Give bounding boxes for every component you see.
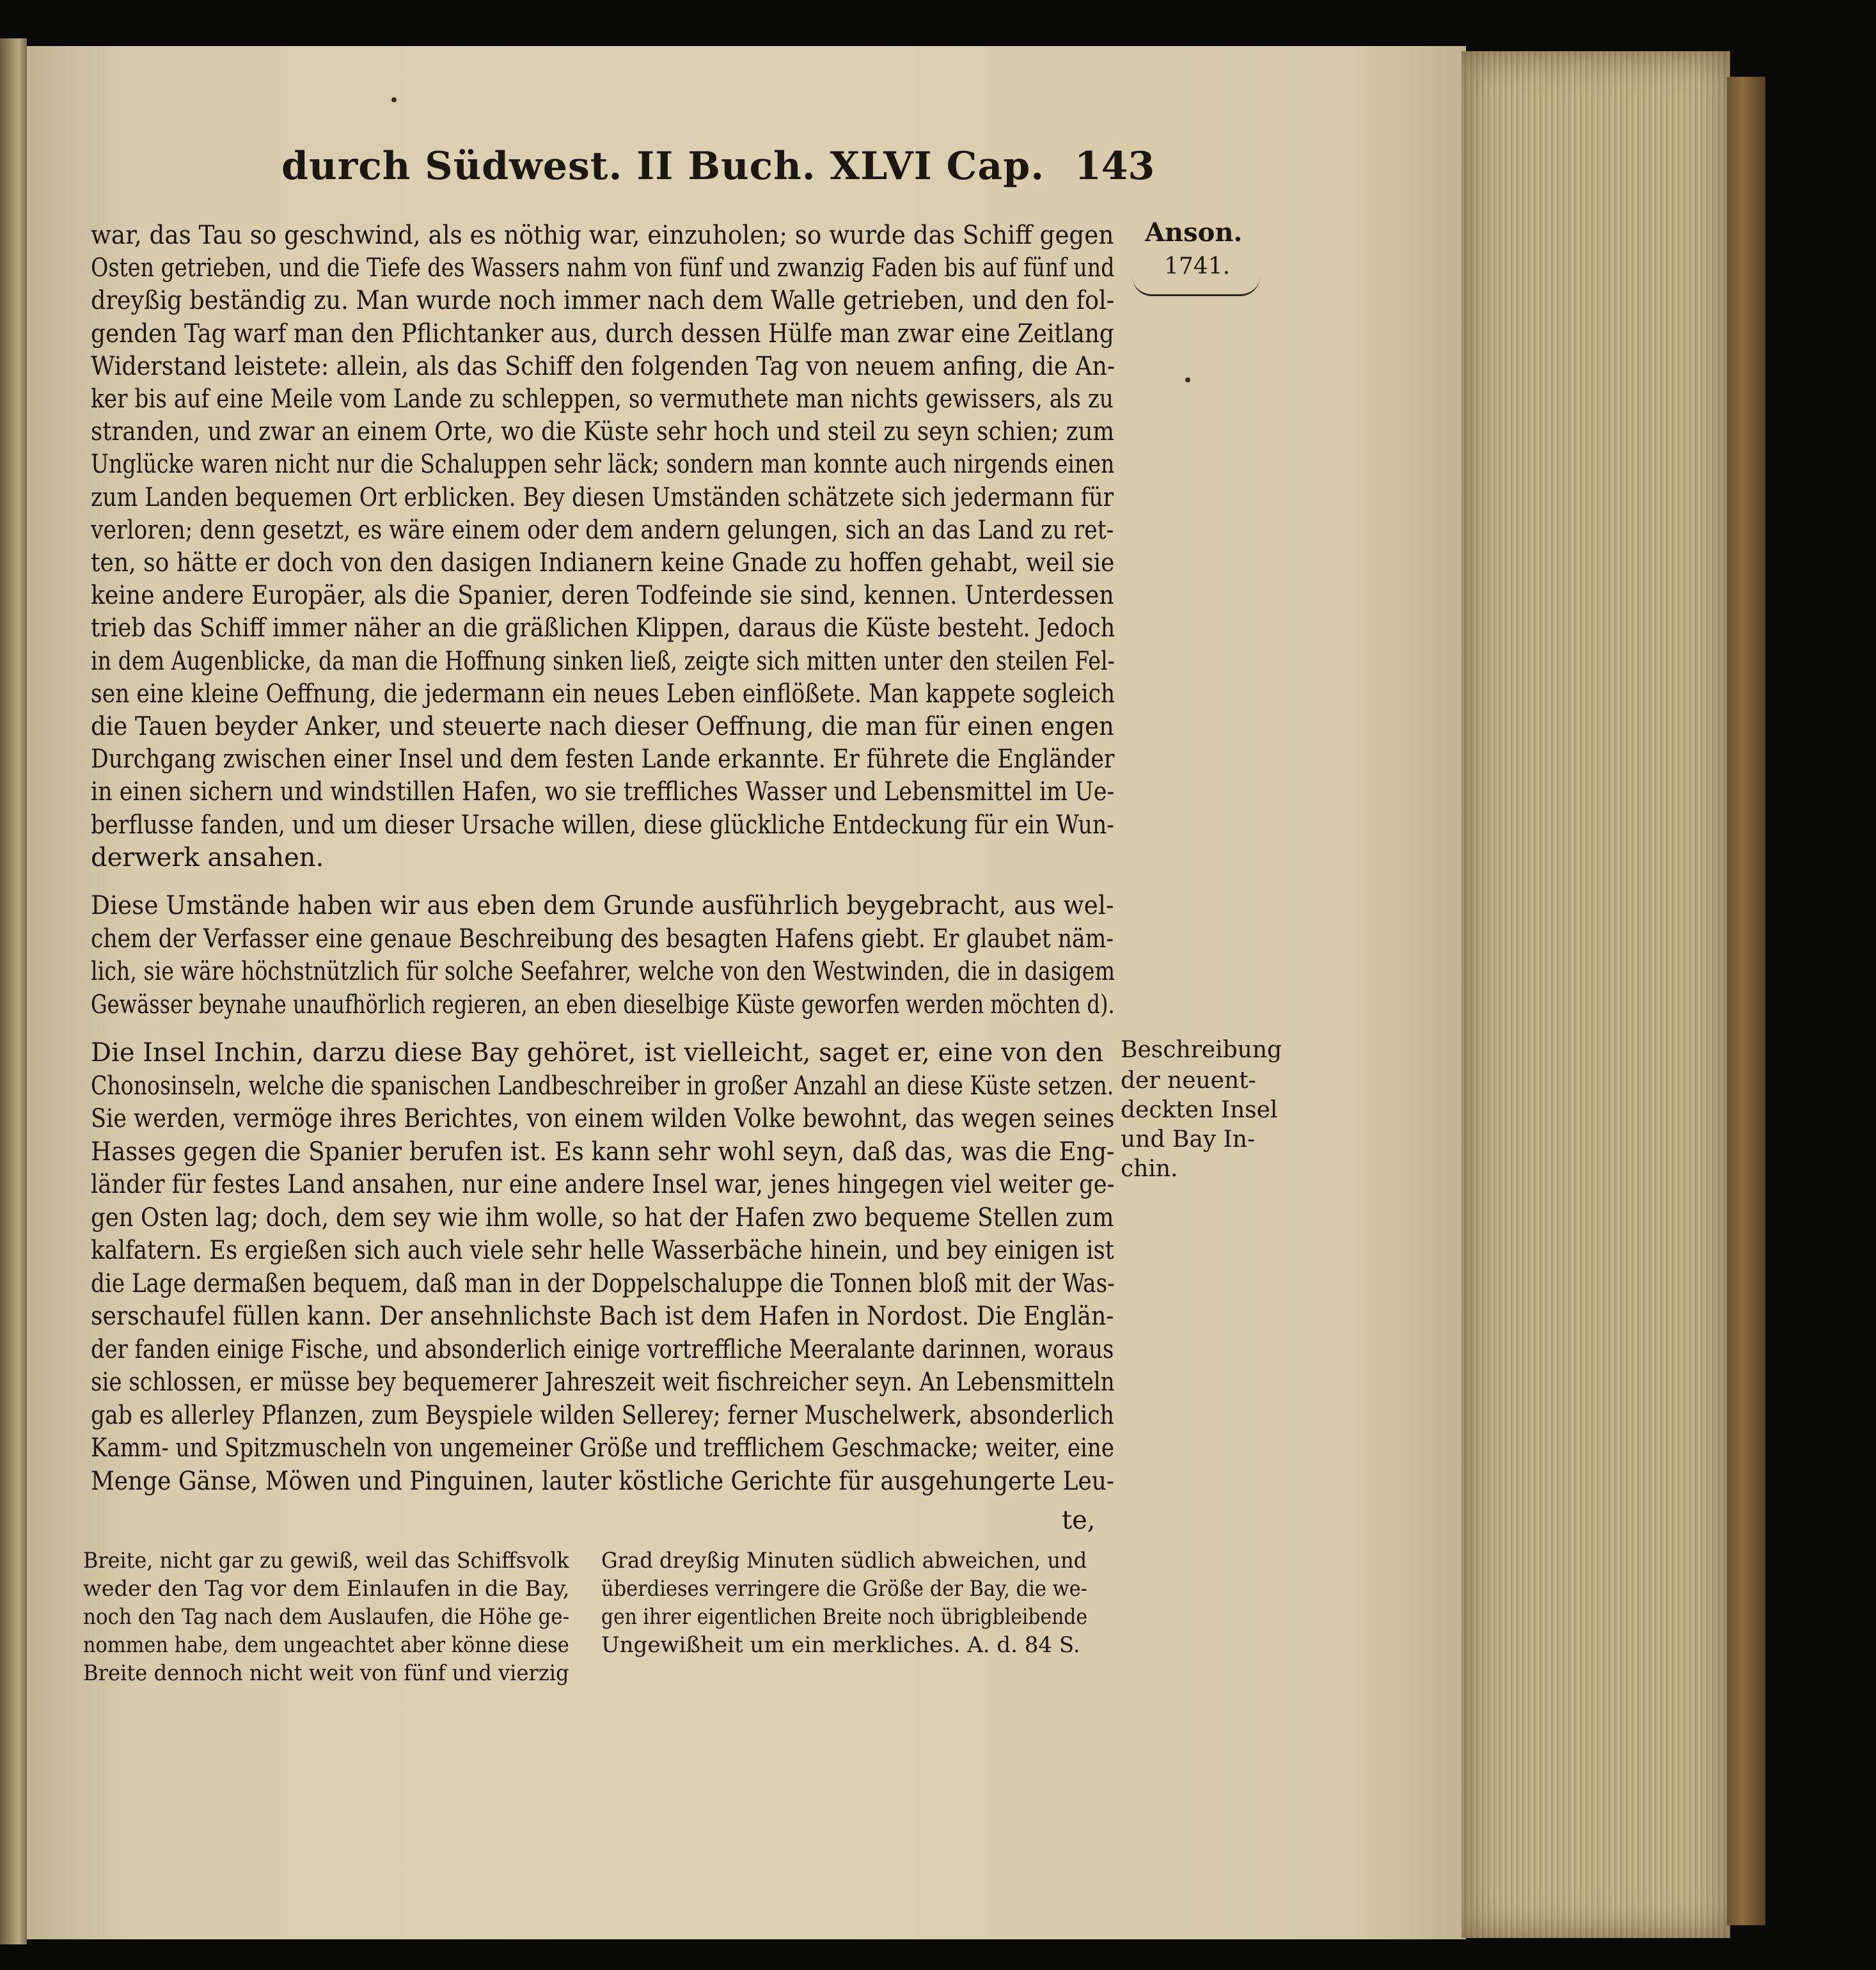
margin-note-line: chin.	[1121, 1156, 1178, 1182]
text-line: zum Landen bequemen Ort erblicken. Bey diesen Umständen schätzete sich jedermann für	[91, 482, 1114, 512]
text-line: länder für festes Land ansahen, nur eine andere Insel war, jenes hingegen viel weiter ge-	[91, 1170, 1115, 1199]
text-line: keine andere Europäer, als die Spanier, deren Todfeinde sie sind, kennen. Unterdessen	[91, 581, 1114, 611]
text-line: Widerstand leistete: allein, als das Schiff den folgenden Tag von neuem anfing, die An-	[91, 351, 1115, 381]
margin-note-year: 1741.	[1164, 253, 1231, 280]
text-line: Chonosinseln, welche die spanischen Landbeschreiber in großer Anzahl an diese Küste setzen.	[91, 1071, 1114, 1101]
text-line: Kamm- und Spitzmuscheln von ungemeiner Größe und trefflichem Geschmacke; weiter, eine	[91, 1433, 1114, 1463]
text-line: Durchgang zwischen einer Insel und dem festen Lande erkannte. Er führete die Engländer	[91, 745, 1115, 775]
text-line: verloren; denn gesetzt, es wäre einem oder dem andern gelungen, sich an das Land zu ret-	[91, 515, 1114, 545]
text-line: Osten getrieben, und die Tiefe des Wassers nahm von fünf und zwanzig Faden bis auf fünf und	[91, 253, 1115, 283]
text-line: lich, sie wäre höchstnützlich für solche Seefahrer, welche von den Westwinden, die in dasigem	[91, 957, 1115, 986]
margin-note-line: der neuent-	[1121, 1068, 1256, 1094]
margin-note-line: und Bay In-	[1121, 1126, 1256, 1153]
text-line: Hasses gegen die Spanier berufen ist. Es kann sehr wohl seyn, daß das, was die Eng-	[91, 1137, 1115, 1167]
text-line: sen eine kleine Oeffnung, die jedermann ein neues Leben einflößete. Man kappete sogleich	[91, 679, 1115, 709]
text-line: gen Osten lag; doch, dem sey wie ihm wolle, so hat der Hafen zwo bequeme Stellen zum	[91, 1202, 1114, 1233]
text-line: chem der Verfasser eine genaue Beschreibung des besagten Hafens giebt. Er glaubet näm-	[91, 924, 1114, 954]
footnote-line: Ungewißheit um ein merkliches. A. d. 84 S.	[601, 1632, 1080, 1658]
footnote-line: überdieses verringere die Größe der Bay, die we-	[601, 1576, 1087, 1602]
footnote-line: gen ihrer eigentlichen Breite noch übrigbleibende	[601, 1604, 1087, 1630]
text-line: stranden, und zwar an einem Orte, wo die Küste sehr hoch und steil zu seyn schien; zum	[91, 417, 1114, 447]
page-stack-fore-edge	[1462, 51, 1730, 1938]
book-cover-edge	[1727, 77, 1765, 1925]
footnote-line: noch den Tag nach dem Auslaufen, die Höhe ge-	[83, 1604, 570, 1630]
margin-brace	[1132, 276, 1260, 296]
text-line: die Lage dermaßen bequem, daß man in der Doppelschaluppe die Tonnen bloß mit der Was-	[91, 1268, 1115, 1298]
text-line: Unglücke waren nicht nur die Schaluppen sehr läck; sondern man konnte auch nirgends einen	[91, 450, 1115, 480]
footnote-line: Breite dennoch nicht weit von fünf und vierzig	[83, 1660, 569, 1686]
text-line: sie schlossen, er müsse bey bequemerer Jahreszeit weit fischreicher seyn. An Lebensmitteln	[91, 1367, 1115, 1397]
text-line: berflusse fanden, und um dieser Ursache willen, diese glückliche Entdeckung für ein Wun-	[91, 810, 1114, 840]
paper-spot	[391, 97, 397, 102]
text-line: Die Insel Inchin, darzu diese Bay gehöret, ist vielleicht, saget er, eine von den	[91, 1038, 1104, 1068]
text-line: Diese Umstände haben wir aus eben dem Grunde ausführlich beygebracht, aus wel-	[91, 891, 1114, 920]
margin-note-line: Beschreibung	[1121, 1037, 1282, 1063]
text-line: dreyßig beständig zu. Man wurde noch immer nach dem Walle getrieben, und den fol-	[91, 286, 1115, 316]
margin-note-anson: Anson.	[1145, 217, 1243, 248]
footnote-line: Grad dreyßig Minuten südlich abweichen, und	[601, 1548, 1087, 1573]
text-line: Sie werden, vermöge ihres Berichtes, von einem wilden Volke bewohnt, das wegen seines	[91, 1104, 1115, 1133]
text-line: der fanden einige Fische, und absonderlich einige vortreffliche Meeralante darinnen, woraus	[91, 1334, 1114, 1364]
page-number: 143	[1075, 144, 1155, 189]
paper-spot	[1185, 377, 1190, 382]
catchword: te,	[1062, 1506, 1096, 1535]
text-line: kalfatern. Es ergießen sich auch viele sehr helle Wasserbäche hinein, und bey einigen ist	[91, 1236, 1114, 1265]
text-line: die Tauen beyder Anker, und steuerte nach dieser Oeffnung, die man für einen engen	[91, 712, 1114, 741]
running-head: durch Südwest. II Buch. XLVI Cap.	[281, 144, 1045, 189]
left-page-edge	[0, 38, 27, 1944]
text-line: ten, so hätte er doch von den dasigen Indianern keine Gnade zu hoffen gehabt, weil sie	[91, 548, 1115, 578]
text-line: derwerk ansahen.	[91, 842, 324, 872]
text-line: trieb das Schiff immer näher an die gräßlichen Klippen, daraus die Küste besteht. Jedoch	[91, 613, 1115, 643]
footnote-line: weder den Tag vor dem Einlaufen in die Bay,	[83, 1576, 570, 1602]
text-line: serschaufel füllen kann. Der ansehnlichste Bach ist dem Hafen in Nordost. Die Englän-	[91, 1302, 1114, 1331]
page-header	[281, 144, 1155, 195]
text-line: in dem Augenblicke, da man die Hoffnung sinken ließ, zeigte sich mitten unter den steilen Fel-	[91, 646, 1115, 676]
text-line: Menge Gänse, Möwen und Pinguinen, lauter köstliche Gerichte für ausgehungerte Leu-	[91, 1466, 1115, 1496]
footnote-line: nommen habe, dem ungeachtet aber könne diese	[83, 1632, 569, 1658]
text-line: Gewässer beynahe unaufhörlich regieren, an eben dieselbige Küste geworfen werden möchten d).	[91, 989, 1115, 1020]
margin-note-line: deckten Insel	[1121, 1097, 1278, 1123]
text-line: in einen sichern und windstillen Hafen, wo sie treffliches Wasser und Lebensmittel im Ue-	[91, 777, 1115, 807]
text-line: genden Tag warf man den Pflichtanker aus, durch dessen Hülfe man zwar eine Zeitlang	[91, 319, 1114, 349]
text-line: war, das Tau so geschwind, als es nöthig war, einzuholen; so wurde das Schiff gegen	[91, 221, 1114, 250]
footnote-line: Breite, nicht gar zu gewiß, weil das Schiffsvolk	[83, 1548, 569, 1573]
text-line: ker bis auf eine Meile vom Lande zu schleppen, so vermuthete man nichts gewissers, als zu	[91, 384, 1114, 414]
text-line: gab es allerley Pflanzen, zum Beyspiele wilden Sellerey; ferner Muschelwerk, absonderlich	[91, 1400, 1114, 1430]
